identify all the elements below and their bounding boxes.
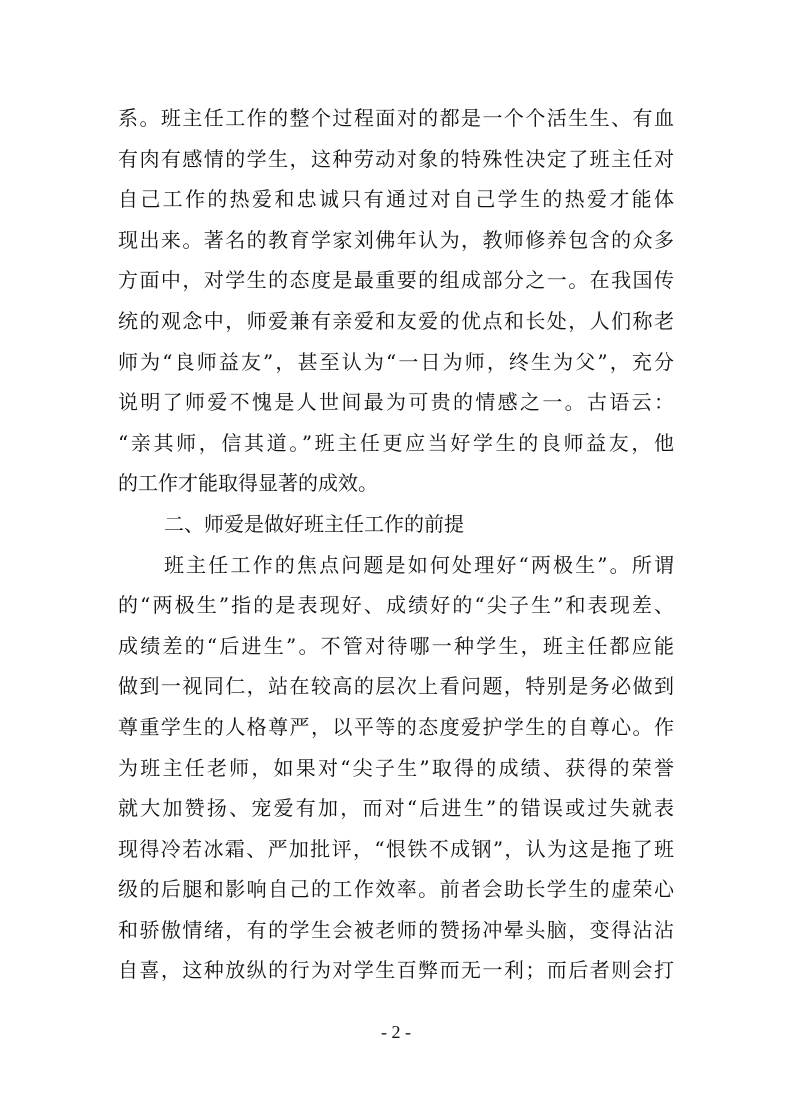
text-line: 做到一视同仁，站在较高的层次上看问题，特别是务必做到 — [118, 674, 674, 699]
text-line: 的工作才能取得显著的成效。 — [118, 471, 378, 496]
text-line: 自喜，这种放纵的行为对学生百弊而无一利；而后者则会打 — [118, 958, 674, 983]
text-line: 和骄傲情绪，有的学生会被老师的赞扬冲晕头脑，变得沾沾 — [118, 917, 674, 942]
text-line: 统的观念中，师爱兼有亲爱和友爱的优点和长处，人们称老 — [118, 308, 674, 333]
text-line: 师为“良师益友”，甚至认为“一日为师，终生为父”，充分 — [118, 349, 674, 374]
page-number: - 2 - — [381, 1022, 411, 1042]
text-line: 系。班主任工作的整个过程面对的都是一个个活生生、有血 — [118, 106, 674, 130]
text-line: 为班主任老师，如果对“尖子生”取得的成绩、获得的荣誉 — [118, 755, 674, 780]
text-line: 有肉有感情的学生，这种劳动对象的特殊性决定了班主任对 — [118, 146, 674, 171]
text-line: 现得冷若冰霜、严加批评，“恨铁不成钢”，认为这是拖了班 — [118, 836, 674, 861]
text-line: “亲其师，信其道。”班主任更应当好学生的良师益友，他 — [118, 430, 674, 455]
section-heading: 二、师爱是做好班主任工作的前提 — [164, 511, 464, 536]
text-line: 现出来。著名的教育学家刘佛年认为，教师修养包含的众多 — [118, 227, 674, 252]
text-line: 级的后腿和影响自己的工作效率。前者会助长学生的虚荣心 — [118, 877, 674, 902]
body-text — [118, 98, 674, 991]
text-line: 尊重学生的人格尊严，以平等的态度爱护学生的自尊心。作 — [118, 714, 674, 739]
text-line: 自己工作的热爱和忠诚只有通过对自己学生的热爱才能体 — [118, 187, 674, 212]
text-line: 班主任工作的焦点问题是如何处理好“两极生”。所谓 — [164, 552, 674, 577]
text-line: 成绩差的“后进生”。不管对待哪一种学生，班主任都应能 — [118, 633, 674, 658]
text-line: 就大加赞扬、宠爱有加，而对“后进生”的错误或过失就表 — [118, 796, 674, 821]
text-line: 方面中，对学生的态度是最重要的组成部分之一。在我国传 — [118, 268, 674, 293]
text-line: 的“两极生”指的是表现好、成绩好的“尖子生”和表现差、 — [118, 593, 674, 618]
text-line: 说明了师爱不愧是人世间最为可贵的情感之一。古语云： — [118, 390, 674, 415]
